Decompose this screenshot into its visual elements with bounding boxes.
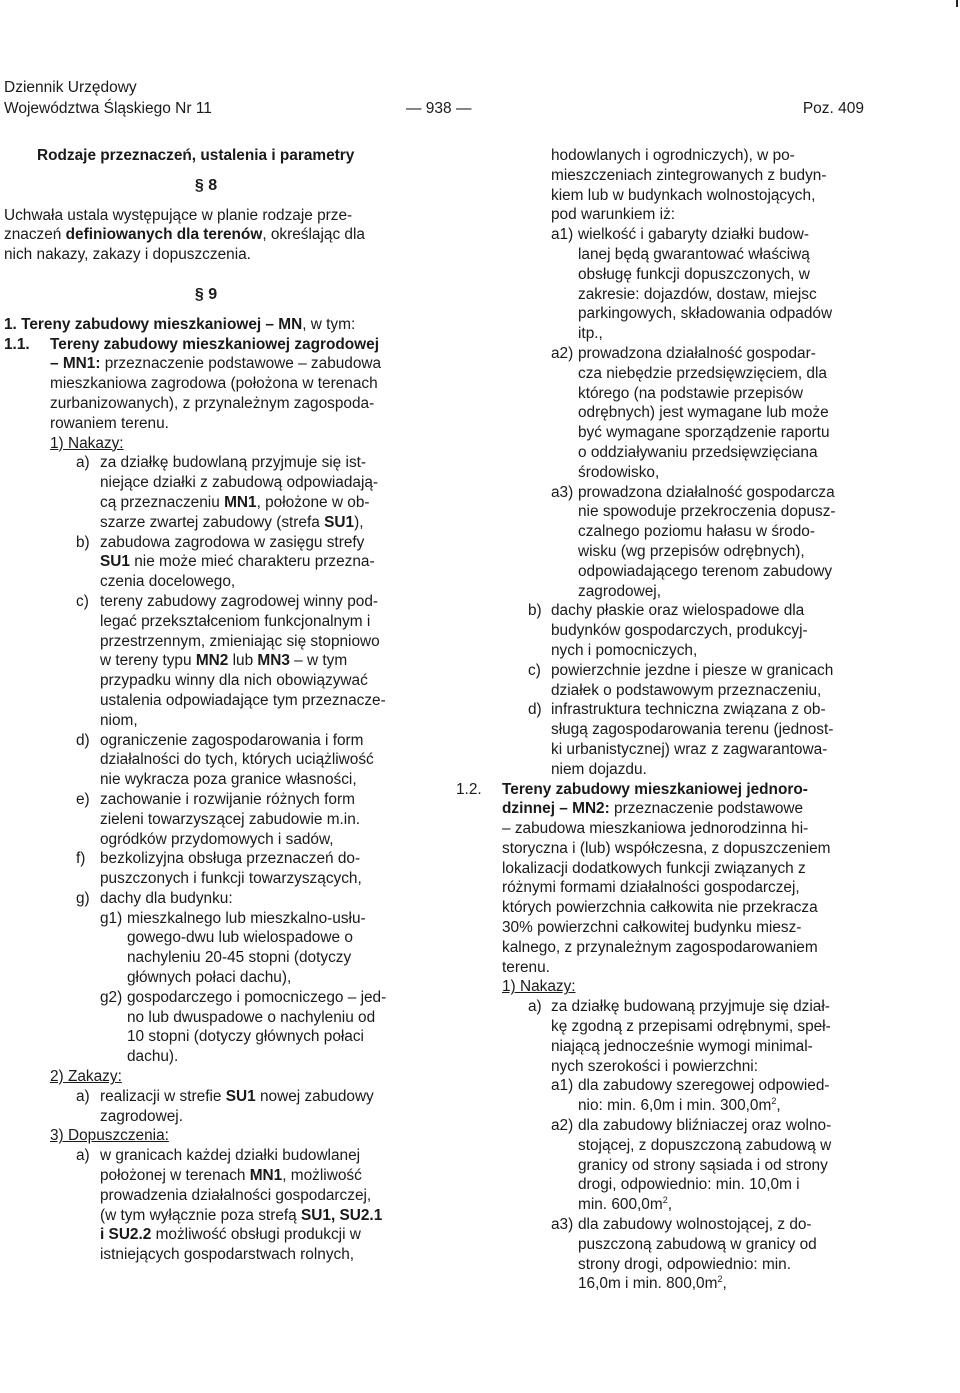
text-line: nie spowoduje przekroczenia dopusz- (578, 503, 836, 521)
item-label: f) (76, 850, 86, 868)
item-g (50, 889, 408, 1067)
item-g2 (100, 988, 408, 1067)
item-g1 (100, 909, 408, 988)
text-line: dzinnej – MN2: przeznaczenie podstawowe (502, 800, 804, 818)
text-line: infrastruktura techniczna związana z ob- (551, 701, 826, 719)
point-1-2 (456, 780, 862, 1295)
position-number: Poz. 409 (802, 100, 864, 117)
text-line: wisku (wg przepisów odrębnych), (578, 542, 805, 560)
dopuszczenie-item-a (50, 1146, 408, 1265)
text-line: pod warunkiem iż: (551, 206, 676, 224)
text-line: gowego-dwu lub wielospadowe o (127, 929, 353, 947)
paragraph-8-sign: § 8 (194, 176, 218, 194)
journal-issue: Województwa Śląskiego Nr 11 (4, 100, 212, 117)
text-line: nie wykracza poza granice własności, (100, 771, 357, 789)
item-a (50, 453, 408, 532)
item-label: a) (76, 1087, 90, 1105)
text-line: prowadzenia działalności gospodarczej, (100, 1186, 372, 1204)
text-line: min. $600,0m^2$, (578, 1195, 672, 1214)
text-line: (w tym wyłącznie poza strefą SU1, SU2.1 (100, 1206, 383, 1224)
item-label: a) (76, 454, 90, 472)
nakaz-item-a3 (551, 1215, 862, 1294)
text-line: tereny zabudowy zagrodowej winny pod- (100, 592, 379, 610)
text-line: realizacji w strefie SU1 nowej zabudowy (100, 1087, 374, 1105)
text-line: i SU2.2 możliwość obsługi produkcji w (100, 1226, 361, 1244)
text-line: zieleni towarzyszącej zabudowie m.in. (100, 810, 361, 828)
journal-title: Dziennik Urzędowy (4, 79, 137, 96)
text-line: w tereny typu MN2 lub MN3 – w tym (100, 652, 348, 670)
zakazy-heading: 2) Zakazy: (50, 1068, 122, 1086)
paragraph-9-sign: § 9 (194, 285, 218, 303)
text-line: 10 stopni (dotyczy głównych połaci (127, 1028, 364, 1046)
text-line: dla zabudowy szeregowej odpowied- (578, 1077, 830, 1095)
text-line: nio: min. 6,0m i min. $300,0m^2$, (578, 1096, 781, 1115)
text-line: niejące działki z zabudową odpowiadają- (100, 474, 379, 492)
text-line: mieszkalnego lub mieszkalno-usłu- (127, 909, 366, 927)
item-label: g1) (100, 909, 123, 927)
continuation-block (456, 146, 862, 225)
nakaz-item-a (502, 997, 862, 1294)
text-line: parkingowych, składowania odpadów (578, 305, 833, 323)
text-line: bezkolizyjna obsługa przeznaczeń do- (100, 850, 361, 868)
item-a1 (456, 225, 862, 344)
text-line: o oddziaływaniu przedsięwzięciana (578, 443, 818, 461)
text-line: różnymi formami działalności gospodarczej, (502, 879, 800, 897)
text-line: zurbanizowanych), z przynależnym zagospoda- (50, 394, 375, 412)
text-line: zachowanie i rozwijanie różnych form (100, 790, 355, 808)
item-label: a2) (551, 1117, 574, 1135)
text-line: dachu). (127, 1048, 179, 1066)
point-number: 1.1. (4, 335, 30, 353)
text-line: którego (na podstawie przepisów (578, 384, 803, 402)
text-line: działek o podstawowym przeznaczeniu, (551, 681, 822, 699)
point-1-1 (4, 335, 408, 1265)
text-line: legać przekształceniom funkcjonalnym i (100, 612, 371, 630)
point-1-heading: 1. Tereny zabudowy mieszkaniowej – MN, w tym: (4, 315, 356, 333)
nakaz-item-a1 (551, 1076, 862, 1116)
text-line: działalności do tych, których uciążliwość (100, 751, 374, 769)
text-line: obsługę funkcji dopuszczonych, w (578, 265, 810, 283)
text-line: dla zabudowy bliźniaczej oraz wolno- (578, 1117, 832, 1135)
text-line: istniejących gospodarstwach rolnych, (100, 1246, 355, 1264)
item-d (456, 700, 862, 779)
text-line: puszczonych i funkcji towarzyszących, (100, 870, 362, 888)
text-line: zagrodowej. (100, 1107, 183, 1125)
item-c (456, 661, 862, 701)
item-label: a) (76, 1147, 90, 1165)
item-label: d) (76, 731, 90, 749)
nakaz-item-a2 (551, 1116, 862, 1215)
text-line: zagrodowej, (578, 582, 661, 600)
item-c (50, 592, 408, 731)
text-line: 30% powierzchni całkowitej budynku miesz- (502, 919, 802, 937)
text-line: drogi, odpowiednio: min. 10,0m i (578, 1176, 800, 1194)
text-line: sługą zagospodarowania terenu (jednost- (551, 721, 834, 739)
text-line: rowaniem terenu. (50, 414, 169, 432)
text-line: 16,0m i min. $800,0m^2$, (578, 1274, 727, 1293)
text-line: głównych połaci dachu), (127, 969, 292, 987)
item-label: a3) (551, 1216, 574, 1234)
item-label: g2) (100, 988, 123, 1006)
section-heading: Rodzaje przeznaczeń, ustalenia i parametry (37, 147, 355, 164)
text-line: itp., (578, 325, 603, 343)
text-line: niem dojazdu. (551, 760, 647, 778)
text-line: Uchwała ustala występujące w planie rodzaje prze- (4, 206, 353, 224)
text-line: nachyleniu 20-45 stopni (dotyczy (127, 949, 352, 967)
text-line: strony drogi, odpowiednio: min. (578, 1255, 792, 1273)
text-line: no lub dwuspadowe o nachyleniu od (127, 1008, 376, 1026)
item-b (50, 533, 408, 592)
text-line: zabudowa zagrodowa w zasięgu strefy (100, 533, 365, 551)
item-label: b) (76, 533, 90, 551)
page-number: — 938 — (406, 100, 472, 117)
text-line: Tereny zabudowy mieszkaniowej zagrodowej (50, 335, 379, 353)
text-line: hodowlanych i ogrodniczych), w po- (551, 147, 795, 164)
text-line: kiem lub w budynkach wolnostojących, (551, 186, 816, 204)
text-line: przypadku winny dla nich obowiązywać (100, 672, 368, 690)
item-label: a2) (551, 344, 574, 362)
item-d (50, 731, 408, 790)
text-line: cza niebędzie przedsięwzięciem, dla (578, 364, 827, 382)
item-e (50, 790, 408, 849)
text-line: zakresie: dojazdów, dostaw, miejsc (578, 285, 817, 303)
left-column (4, 146, 408, 1265)
text-line: Tereny zabudowy mieszkaniowej jednoro- (502, 780, 808, 798)
text-line: mieszkaniowa zagrodowa (położona w terenach (50, 375, 378, 393)
text-line: za działkę budowlaną przyjmuje się ist- (100, 454, 367, 472)
page-edge-mark (956, 0, 958, 7)
text-line: cą przeznaczeniu MN1, położone w ob- (100, 493, 370, 511)
text-line: kę zgodną z przepisami odrębnymi, speł- (551, 1018, 831, 1036)
dopuszczenia-heading: 3) Dopuszczenia: (50, 1127, 169, 1145)
text-line: położonej w terenach MN1, możliwość (100, 1167, 362, 1185)
text-line: odrębnych) jest wymagane lub może (578, 404, 829, 422)
text-line: niającą jednocześnie wymogi minimal- (551, 1037, 813, 1055)
text-line: być wymagane sporządzenie raportu (578, 424, 830, 442)
text-line: kalnego, z przynależnym zagospodarowaniem (502, 938, 818, 956)
text-line: dachy płaskie oraz wielospadowe dla (551, 602, 805, 620)
item-label: b) (528, 602, 542, 620)
text-line: powierzchnie jezdne i piesze w granicach (551, 661, 834, 679)
text-line: prowadzona działalność gospodar- (578, 344, 816, 362)
text-line: czalnego poziomu hałasu w środo- (578, 523, 815, 541)
text-line: SU1 nie może mieć charakteru przezna- (100, 553, 375, 571)
item-label: e) (76, 790, 90, 808)
item-label: a1) (551, 1077, 574, 1095)
text-line: budynków gospodarczych, produkcyj- (551, 622, 808, 640)
text-line: nych szerokości i powierzchni: (551, 1057, 758, 1075)
right-column (456, 146, 862, 1294)
text-line: granicy od strony sąsiada i od strony (578, 1156, 828, 1174)
text-line: znaczeń definiowanych dla terenów, określając dla (4, 226, 365, 244)
item-f (50, 849, 408, 889)
item-a2 (456, 344, 862, 483)
text-line: lanej będą gwarantować właściwą (578, 245, 810, 263)
text-line: przestrzennym, zmieniając się stopniowo (100, 632, 380, 650)
nakazy-heading: 1) Nakazy: (502, 978, 576, 996)
text-line: za działkę budowaną przyjmuje się dział- (551, 998, 830, 1016)
item-b (456, 601, 862, 660)
text-line: stojącej, z dopuszczoną zabudową w (578, 1136, 832, 1154)
page-header (4, 78, 864, 122)
text-line: nich nakazy, zakazy i dopuszczenia. (4, 246, 251, 264)
text-line: odpowiadającego terenom zabudowy (578, 562, 833, 580)
text-line: – MN1: przeznaczenie podstawowe – zabudowa (50, 355, 382, 373)
item-a3 (456, 483, 862, 602)
text-line: których powierzchnia całkowita nie przekracza (502, 899, 818, 917)
text-line: – zabudowa mieszkaniowa jednorodzinna hi- (502, 820, 809, 838)
text-line: terenu. (502, 958, 550, 976)
nakazy-heading: 1) Nakazy: (50, 434, 124, 452)
text-line: wielkość i gabaryty działki budow- (578, 226, 809, 244)
text-line: niom, (100, 711, 138, 729)
point-number: 1.2. (456, 780, 482, 798)
text-line: ogródków przydomowych i sadów, (100, 830, 334, 848)
zakaz-item-a (50, 1087, 408, 1127)
item-label: a) (528, 998, 542, 1016)
item-label: a3) (551, 483, 574, 501)
text-line: dachy dla budynku: (100, 889, 233, 907)
text-line: ograniczenie zagospodarowania i form (100, 731, 364, 749)
text-line: dla zabudowy wolnostojącej, z do- (578, 1216, 812, 1234)
text-line: środowisko, (578, 463, 660, 481)
text-line: lokalizacji dodatkowych funkcji związanych z (502, 859, 806, 877)
text-line: nych i pomocniczych, (551, 641, 698, 659)
item-label: a1) (551, 226, 574, 244)
item-label: g) (76, 889, 90, 907)
text-line: prowadzona działalność gospodarcza (578, 483, 835, 501)
text-line: w granicach każdej działki budowlanej (100, 1147, 361, 1165)
item-label: c) (76, 592, 89, 610)
text-line: gospodarczego i pomocniczego – jed- (127, 988, 387, 1006)
text-line: czenia docelowego, (100, 573, 236, 591)
item-label: d) (528, 701, 542, 719)
text-line: szarze zwartej zabudowy (strefa SU1), (100, 513, 364, 531)
text-line: puszczoną zabudową w granicy od (578, 1235, 817, 1253)
text-line: ki urbanistycznej) wraz z zagwarantowa- (551, 740, 828, 758)
text-line: mieszczeniach zintegrowanych z budyn- (551, 166, 827, 184)
text-line: storyczna i (lub) współczesna, z dopuszczeniem (502, 839, 831, 857)
text-line: ustalenia odpowiadające tym przeznacze- (100, 691, 386, 709)
item-label: c) (528, 661, 541, 679)
